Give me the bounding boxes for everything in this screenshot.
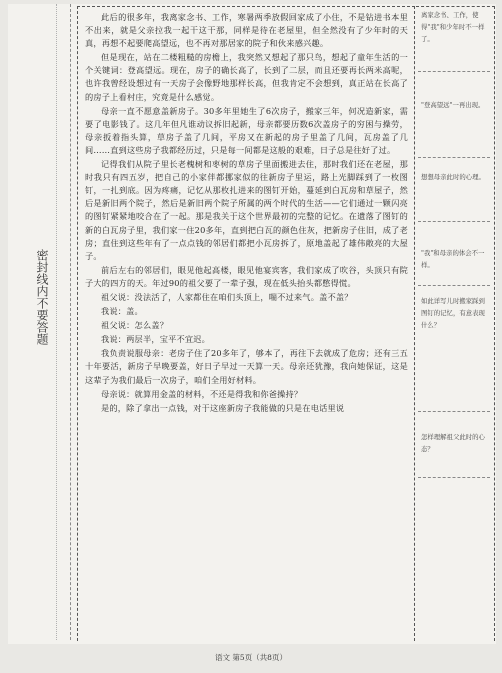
annotation-divider <box>418 71 490 72</box>
annotation-divider <box>418 477 490 478</box>
annotation-divider <box>418 157 490 158</box>
annotation-note: 如此详写儿时搬家踩到图钉的记忆，有意表现什么？ <box>421 297 485 329</box>
annotation-divider <box>418 411 490 412</box>
passage-paragraph: 记得我们从院子里长老槐树和枣树的草房子里面搬进去住，那时我们还在老屋，那时我只有四五岁，把自己的小家伴都挪家似的往新房子里运，路上光脚踩到了一枚图钉，一扎到底。因为疼痛，记忆从那枚扎进来的图钉开始，蔓延到白瓦房和草屋子，然后是新旧两个院子，然后是新旧两个院子所属的两个时代的生活——它们通过一颗闪亮的图钉紧紧地咬合在了一起。那是我关于这个世界最初的完整的记忆。在遗落了图钉的新的白瓦房子里，我们家一住20多年，直到把白瓦的颜色住灰，把新房子住旧，成了老房；直住到这些年有了一点点钱的邻居们都把小瓦房拆了，原地盖起了雄伟敞亮的大屋子。 <box>85 159 408 261</box>
passage-paragraph: 前后左右的邻居们，眼见他起高楼，眼见他宴宾客，我们家成了吹谷，头顶只有院子大的四方的天。年过90的祖父要了一辈子强，现在低头抬头都憋得慌。 <box>85 264 408 288</box>
passage-paragraph: 此后的很多年，我离家念书、工作，寒暑两季放假回家成了小住，不是钻进书本里不出来，就是父亲拉我一起干这干那，同样是待在老屋里，但全然没有了少年时的天真，再想不起要爬高望远，也不再对那居家的院子和伙来感兴趣。 <box>85 12 408 49</box>
passage-paragraph: 祖父说：没法活了，人家都住在咱们头顶上，喘不过来气。盖不盖？ <box>101 291 353 302</box>
passage-column <box>77 6 415 641</box>
annotation-column <box>416 6 495 641</box>
passage-paragraph: 我说：盖。 <box>101 306 143 317</box>
annotation-note: 想想母亲此时的心理。 <box>421 173 485 181</box>
passage-paragraph: 母亲说：就算用金盖的材料，不还是得我和你爸操持？ <box>101 388 303 399</box>
binding-line-inner <box>56 4 57 640</box>
binding-margin <box>14 4 50 644</box>
seal-line-warning: 密封线内不要答题 <box>35 249 49 345</box>
passage-paragraph: 我负责说服母亲：老房子住了20多年了，够本了，再往下去就成了危房；还有三五十年要活，新房子早晚要盖，好日子早过一天算一天。母亲还犹豫，我向她保证，这是这辈子为我们最后一次房子，咱们全用好材料。 <box>85 348 408 385</box>
annotation-divider <box>418 221 490 222</box>
passage-paragraph: 母亲一直不愿意盖新房子。30多年里她生了6次房子，搬家三年，何况造新家，需要了电影钱了。这几年但凡谁动议拆旧起新，母亲都要历数6次盖房子的穷困与操劳，母亲扳着指头算，草房子盖了几间，平房又在新起的房子里盖了几间，瓦房盖了几间……直到这些房子我都经历过，只是每一间都是这般的艰难，日子总是往好了过。 <box>85 105 408 155</box>
annotation-note: "我"和母亲的体会不一样。 <box>421 249 485 269</box>
annotation-note: 离家念书、工作，使得"我"和少年时不一样了。 <box>421 11 485 43</box>
annotation-note: "登高望远"一再出现。 <box>421 101 485 109</box>
passage-paragraph: 但是现在，站在二楼粗糙的房檐上，我突然又想起了那只鸟，想起了童年生活的一个关键词：登高望远。现在，房子的确长高了，长到了二层，而且还要再长两米高呢，也许我曾经设想过有一天房子会像野地那样长高，但我肯定不会想到，真正站在长高了的房子上看村庄，究竟是什么感觉。 <box>85 52 408 102</box>
passage-paragraph: 我说：两层半，宝平不宜迟。 <box>101 334 211 345</box>
annotation-note: 怎样理解祖父此时的心态？ <box>421 433 485 453</box>
binding-line <box>70 4 71 640</box>
passage-paragraph: 祖父说：怎么盖？ <box>101 320 169 331</box>
passage-paragraph: 是的，除了拿出一点钱，对于这座新房子我能做的只是在电话里说 <box>101 402 345 413</box>
page-footer: 语文 第5页（共8页） <box>215 653 287 662</box>
annotation-divider <box>418 285 490 286</box>
